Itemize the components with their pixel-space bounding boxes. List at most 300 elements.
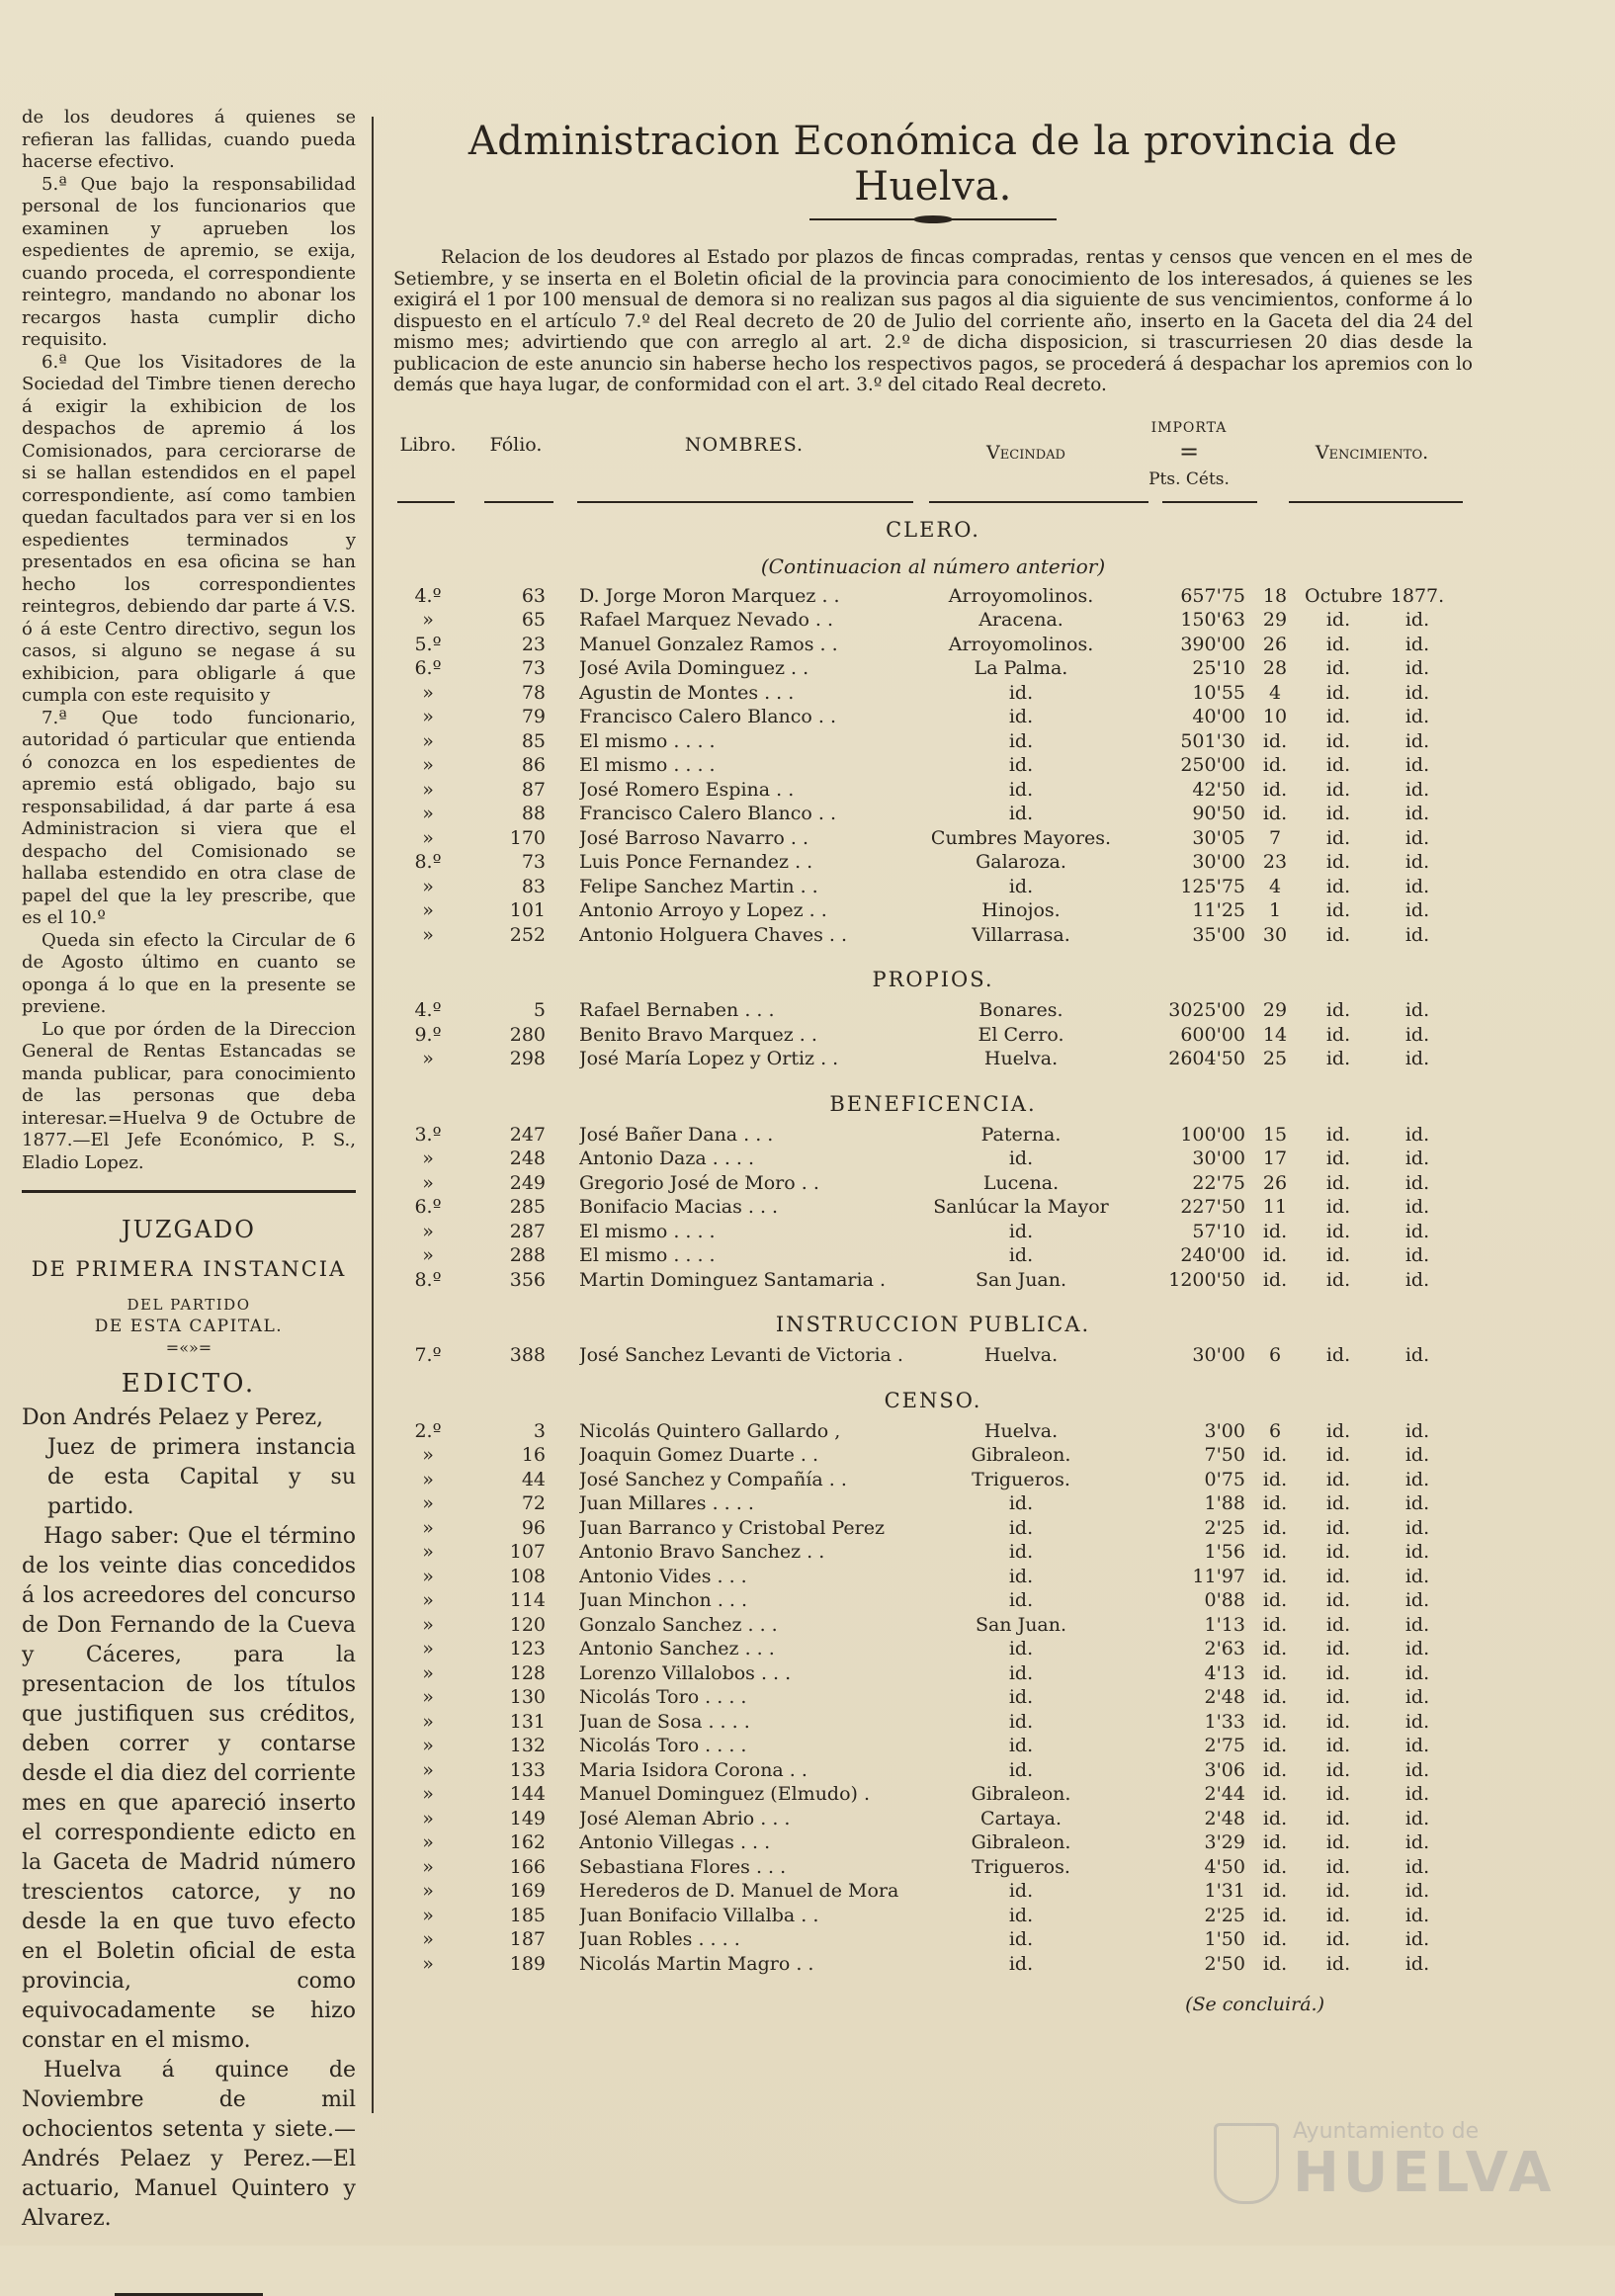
row-nombre: Luis Ponce Fernandez . .	[579, 851, 813, 873]
row-dia: id.	[1262, 1831, 1288, 1853]
row-vecindad: id.	[1008, 706, 1034, 727]
row-nombre: Gregorio José de Moro . .	[579, 1171, 819, 1194]
row-mes: id.	[1325, 1023, 1351, 1046]
row-folio: 249	[509, 1171, 546, 1194]
row-anio: id.	[1404, 1710, 1430, 1733]
row-vecindad: Sanlúcar la Mayor	[933, 1196, 1109, 1218]
row-libro: »	[422, 681, 434, 704]
row-dia: id.	[1262, 778, 1288, 801]
row-dia: 29	[1262, 999, 1288, 1021]
row-anio: id.	[1404, 633, 1430, 655]
row-folio: 44	[521, 1468, 546, 1490]
row-vecindad: id.	[1008, 803, 1034, 824]
row-libro: »	[422, 1048, 434, 1069]
table-row	[393, 1758, 1473, 1783]
row-folio: 248	[509, 1148, 546, 1169]
row-anio: id.	[1404, 1758, 1430, 1781]
row-libro: »	[422, 1735, 434, 1756]
row-nombre: Nicolás Toro . . . .	[579, 1735, 747, 1756]
row-importe: 11'97	[1192, 1565, 1245, 1587]
row-dia: id.	[1262, 729, 1288, 752]
row-anio: id.	[1404, 1589, 1430, 1611]
row-vecindad: id.	[1008, 778, 1034, 801]
row-mes: id.	[1325, 1171, 1351, 1194]
row-importe: 42'50	[1192, 778, 1245, 801]
left-paragraph: de los deudores á quienes se refieran las fallidas, cuando pueda hacerse efectivo.	[22, 107, 356, 172]
row-vecindad: Arroyomolinos.	[948, 584, 1094, 607]
row-anio: id.	[1404, 706, 1430, 727]
row-folio: 72	[521, 1492, 546, 1514]
table-row	[393, 1904, 1473, 1928]
row-folio: 133	[509, 1758, 546, 1781]
left-paragraph: 6.ª Que los Visitadores de la Sociedad del Timbre tienen derecho á exigir la exhibicion de los despachos de apremio á los Comisionados, para cerciorarse de si se hallan estendidos en el papel correspondiente, así como tambien quedan facultados para ver si en los espedientes terminados y presentados en esa oficina se han hecho los correspondientes reintegros, debiendo dar parte á V.S. ó á este Centro directivo, segun los casos, si alguno se negase á su exhibicion, para obligarle á que cumpla con este requisito y	[22, 351, 356, 706]
juzgado-partido: DEL PARTIDO	[127, 1296, 251, 1314]
row-vecindad: id.	[1008, 1952, 1034, 1975]
table-row	[393, 1710, 1473, 1735]
row-vecindad: id.	[1008, 1516, 1034, 1539]
row-libro: »	[422, 1171, 434, 1194]
row-mes: id.	[1325, 1123, 1351, 1146]
row-folio: 144	[509, 1783, 546, 1805]
table-row	[393, 1565, 1473, 1589]
table-row	[393, 1147, 1473, 1171]
row-folio: 187	[509, 1928, 546, 1950]
row-nombre: Francisco Calero Blanco . .	[579, 803, 837, 824]
row-mes: id.	[1325, 1444, 1351, 1466]
row-importe: 30'00	[1192, 1344, 1245, 1366]
row-folio: 101	[509, 899, 546, 921]
row-anio: id.	[1404, 1541, 1430, 1563]
row-anio: id.	[1404, 1419, 1430, 1442]
row-vecindad: Cartaya.	[979, 1807, 1062, 1829]
row-anio: id.	[1404, 1516, 1430, 1539]
row-mes: id.	[1325, 826, 1351, 849]
row-libro: »	[422, 729, 434, 752]
row-importe: 2'25	[1204, 1904, 1245, 1926]
row-dia: id.	[1262, 1710, 1288, 1733]
debtor-table	[393, 511, 1473, 1991]
row-dia: id.	[1262, 1904, 1288, 1926]
row-importe: 2'63	[1204, 1638, 1245, 1659]
row-anio: id.	[1404, 851, 1430, 873]
row-nombre: Antonio Daza . . . .	[579, 1148, 755, 1169]
row-mes: id.	[1325, 1541, 1351, 1563]
row-nombre: Antonio Villegas . . .	[579, 1831, 771, 1853]
row-folio: 166	[509, 1855, 546, 1878]
row-mes: id.	[1325, 1344, 1351, 1366]
row-folio: 298	[509, 1048, 546, 1069]
row-vecindad: id.	[1008, 754, 1034, 776]
row-mes: id.	[1325, 875, 1351, 897]
row-importe: 1'31	[1204, 1880, 1245, 1902]
row-libro: »	[422, 1541, 434, 1563]
row-libro: 4.º	[414, 999, 442, 1021]
row-vecindad: Huelva.	[983, 1048, 1059, 1069]
row-folio: 128	[509, 1661, 546, 1684]
row-importe: 150'63	[1180, 609, 1245, 631]
row-importe: 2'48	[1204, 1686, 1245, 1708]
row-mes: id.	[1325, 681, 1351, 704]
row-anio: id.	[1404, 754, 1430, 776]
row-folio: 5	[533, 999, 546, 1021]
row-vecindad: Villarrasa.	[972, 923, 1070, 946]
section-title: INSTRUCCION PUBLICA.	[775, 1313, 1091, 1336]
row-dia: id.	[1262, 754, 1288, 776]
row-importe: 22'75	[1192, 1171, 1245, 1194]
row-anio: id.	[1404, 1148, 1430, 1169]
header-folio: Fólio.	[489, 433, 543, 456]
row-libro: »	[422, 1758, 434, 1781]
row-vecindad: id.	[1008, 1710, 1034, 1733]
row-folio: 123	[509, 1638, 546, 1659]
juzgado-ornament: =«»=	[165, 1338, 212, 1357]
row-vecindad: id.	[1008, 1904, 1034, 1926]
row-mes: id.	[1325, 1735, 1351, 1756]
row-vecindad: id.	[1008, 1880, 1034, 1902]
row-anio: id.	[1404, 1904, 1430, 1926]
row-vecindad: id.	[1008, 681, 1034, 704]
row-dia: 17	[1262, 1148, 1288, 1169]
row-mes: id.	[1325, 1468, 1351, 1490]
row-anio: id.	[1404, 1444, 1430, 1466]
row-dia: id.	[1262, 1952, 1288, 1975]
row-importe: 2'48	[1204, 1807, 1245, 1829]
row-nombre: Juan Millares . . . .	[579, 1492, 754, 1514]
row-folio: 185	[509, 1904, 546, 1926]
row-mes: id.	[1325, 657, 1351, 679]
row-dia: id.	[1262, 1468, 1288, 1490]
header-rule	[577, 501, 913, 503]
row-importe: 10'55	[1192, 681, 1245, 704]
table-row	[393, 1171, 1473, 1196]
row-anio: id.	[1404, 1928, 1430, 1950]
section-gap	[393, 1368, 1473, 1382]
row-folio: 83	[521, 875, 546, 897]
row-nombre: Agustin de Montes . . .	[579, 681, 795, 704]
row-anio: id.	[1404, 1244, 1430, 1266]
row-mes: id.	[1325, 706, 1351, 727]
row-anio: id.	[1404, 1952, 1430, 1975]
header-rule	[929, 501, 1148, 503]
row-anio: id.	[1404, 1613, 1430, 1636]
table-row	[393, 802, 1473, 826]
page-title: Administracion Económica de la provincia de Huelva.	[468, 119, 1399, 210]
header-rule	[484, 501, 553, 503]
row-vecindad: Paterna.	[980, 1123, 1062, 1146]
watermark-line2: HUELVA	[1293, 2141, 1556, 2205]
row-mes: id.	[1325, 923, 1351, 946]
row-libro: »	[422, 1516, 434, 1539]
row-importe: 11'25	[1192, 899, 1245, 921]
row-vecindad: Hinojos.	[981, 899, 1061, 921]
row-dia: id.	[1262, 1220, 1288, 1242]
row-libro: »	[422, 706, 434, 727]
left-paragraph: Queda sin efecto la Circular de 6 de Agosto último en cuanto se oponga á lo que en la presente se previene.	[22, 929, 356, 1017]
row-nombre: Maria Isidora Corona . .	[579, 1758, 808, 1781]
row-anio: id.	[1404, 1855, 1430, 1878]
header-rule	[1289, 501, 1463, 503]
row-importe: 25'10	[1192, 657, 1245, 679]
row-nombre: José Barroso Navarro . .	[579, 826, 808, 849]
watermark-line1: Ayuntamiento de	[1293, 2119, 1480, 2144]
row-libro: »	[422, 1904, 434, 1926]
header-rule	[397, 501, 455, 503]
row-anio: id.	[1404, 899, 1430, 921]
row-mes: id.	[1325, 729, 1351, 752]
row-importe: 4'50	[1204, 1855, 1245, 1878]
row-anio: id.	[1404, 681, 1430, 704]
row-mes: Octubre	[1305, 584, 1383, 607]
row-nombre: Sebastiana Flores . . .	[579, 1855, 787, 1878]
section-title: PROPIOS.	[872, 968, 994, 991]
section-gap	[393, 947, 1473, 961]
row-importe: 90'50	[1192, 803, 1245, 824]
row-vecindad: San Juan.	[975, 1613, 1067, 1636]
left-paragraph: 7.ª Que todo funcionario, autoridad ó particular que entienda ó conozca en los espedientes de apremio está obligado, bajo su responsabilidad, á dar parte á esa Administracion si viera que el despacho del Comisionado se hallaba estendido en otra clase de papel del que la ley prescribe, que es el 10.º	[22, 707, 356, 928]
row-vecindad: Galaroza.	[976, 851, 1066, 873]
row-folio: 189	[509, 1952, 546, 1975]
column-divider	[372, 117, 374, 2113]
header-vencimiento: Vencimiento.	[1315, 441, 1429, 464]
row-dia: 6	[1268, 1419, 1282, 1442]
header-nombres: NOMBRES.	[684, 433, 805, 456]
table-row	[393, 633, 1473, 657]
row-nombre: Lorenzo Villalobos . . .	[579, 1661, 792, 1684]
row-anio: id.	[1404, 1686, 1430, 1708]
row-nombre: Nicolás Martin Magro . .	[579, 1952, 814, 1975]
row-dia: 6	[1268, 1344, 1282, 1366]
row-importe: 501'30	[1180, 729, 1245, 752]
row-vecindad: id.	[1008, 1220, 1034, 1242]
continuation-note: (Se concluirá.)	[1185, 1994, 1324, 2015]
row-dia: 10	[1262, 706, 1288, 727]
row-libro: 4.º	[414, 584, 442, 607]
table-row	[393, 1855, 1473, 1880]
table-row	[393, 705, 1473, 729]
table-row	[393, 998, 1473, 1023]
row-folio: 108	[509, 1565, 546, 1587]
row-libro: »	[422, 1686, 434, 1708]
edicto-title: EDICTO.	[121, 1369, 257, 1399]
row-dia: id.	[1262, 1783, 1288, 1805]
row-mes: id.	[1325, 1855, 1351, 1878]
row-anio: id.	[1404, 1807, 1430, 1829]
row-dia: 29	[1262, 609, 1288, 631]
row-nombre: Francisco Calero Blanco . .	[579, 706, 837, 727]
row-anio: id.	[1404, 729, 1430, 752]
row-libro: »	[422, 1661, 434, 1684]
row-dia: 26	[1262, 1171, 1288, 1194]
table-row	[393, 850, 1473, 875]
row-folio: 85	[521, 729, 546, 752]
row-libro: »	[422, 1831, 434, 1853]
row-libro: »	[422, 1613, 434, 1636]
row-nombre: Juan Barranco y Cristobal Perez	[579, 1516, 886, 1539]
row-importe: 1200'50	[1168, 1268, 1245, 1291]
row-libro: »	[422, 1244, 434, 1266]
row-dia: id.	[1262, 1880, 1288, 1902]
row-importe: 2'50	[1204, 1952, 1245, 1975]
table-row	[393, 1468, 1473, 1492]
row-vecindad: id.	[1008, 1589, 1034, 1611]
row-folio: 287	[509, 1220, 546, 1242]
row-libro: »	[422, 1880, 434, 1902]
row-dia: id.	[1262, 1735, 1288, 1756]
row-anio: id.	[1404, 1171, 1430, 1194]
row-mes: id.	[1325, 1244, 1351, 1266]
end-rule	[115, 2293, 263, 2296]
row-vecindad: id.	[1008, 1661, 1034, 1684]
row-folio: 252	[509, 923, 546, 946]
row-folio: 88	[521, 803, 546, 824]
table-row	[393, 1419, 1473, 1444]
row-mes: id.	[1325, 1807, 1351, 1829]
row-dia: 1	[1268, 899, 1282, 921]
table-row	[393, 898, 1473, 923]
table-row	[393, 1588, 1473, 1613]
row-dia: id.	[1262, 1661, 1288, 1684]
section-title: BENEFICENCIA.	[829, 1091, 1037, 1116]
row-folio: 78	[521, 681, 546, 704]
row-folio: 169	[509, 1880, 546, 1902]
row-nombre: El mismo . . . .	[579, 754, 716, 776]
row-vecindad: Gibraleon.	[971, 1444, 1071, 1466]
edicto-body: Hago saber: Que el término de los veinte dias concedidos á los acreedores del concurso de Don Fernando de la Cueva y Cáceres, para la presentacion de los títulos que justifiquen sus créditos, deben correr y contarse desde el dia diez del corriente mes en que apareció inserto el correspondiente edicto en la Gaceta de Madrid número trescientos catorce, y no desde la en que tuvo efecto en el Boletin oficial de esta provincia, como equivocadamente se hizo constar en el mismo.	[22, 1523, 356, 2053]
row-importe: 250'00	[1180, 754, 1245, 776]
row-dia: id.	[1262, 803, 1288, 824]
row-nombre: José Avila Dominguez . .	[579, 657, 809, 679]
row-anio: id.	[1404, 1565, 1430, 1587]
header-equals: =	[1178, 437, 1200, 466]
table-row	[393, 1613, 1473, 1638]
row-vecindad: id.	[1008, 729, 1034, 752]
row-mes: id.	[1325, 1589, 1351, 1611]
section-title: CLERO.	[886, 517, 980, 542]
juzgado-capital: DE ESTA CAPITAL.	[94, 1317, 284, 1336]
row-vecindad: Trigueros.	[972, 1468, 1070, 1490]
row-mes: id.	[1325, 1048, 1351, 1069]
watermark-logo	[1208, 2115, 1603, 2234]
row-folio: 3	[533, 1419, 546, 1442]
row-anio: id.	[1404, 1468, 1430, 1490]
row-anio: id.	[1404, 826, 1430, 849]
row-folio: 73	[521, 851, 546, 873]
table-row	[393, 656, 1473, 681]
row-mes: id.	[1325, 1783, 1351, 1805]
table-header	[393, 420, 1473, 511]
row-importe: 0'75	[1204, 1468, 1245, 1490]
row-importe: 657'75	[1180, 584, 1245, 607]
row-importe: 100'00	[1180, 1123, 1245, 1146]
row-mes: id.	[1325, 1758, 1351, 1781]
row-nombre: José Bañer Dana . . .	[579, 1123, 774, 1146]
row-mes: id.	[1325, 1831, 1351, 1853]
row-dia: id.	[1262, 1638, 1288, 1659]
row-libro: 8.º	[414, 851, 442, 873]
row-importe: 3'06	[1204, 1758, 1245, 1781]
row-vecindad: id.	[1008, 1638, 1034, 1659]
row-importe: 1'13	[1204, 1613, 1245, 1636]
row-dia: id.	[1262, 1444, 1288, 1466]
row-importe: 3'00	[1204, 1419, 1245, 1442]
row-dia: 15	[1262, 1123, 1288, 1146]
row-libro: »	[422, 778, 434, 801]
row-nombre: Juan de Sosa . . . .	[579, 1710, 750, 1733]
row-dia: id.	[1262, 1516, 1288, 1539]
row-nombre: Herederos de D. Manuel de Mora	[579, 1880, 899, 1902]
row-vecindad: Bonares.	[978, 999, 1063, 1021]
row-dia: 14	[1262, 1023, 1288, 1046]
row-nombre: D. Jorge Moron Marquez . .	[579, 584, 840, 607]
row-libro: 3.º	[414, 1123, 442, 1146]
row-libro: 6.º	[414, 1196, 442, 1218]
table-row	[393, 608, 1473, 633]
row-nombre: José Romero Espina . .	[579, 778, 795, 801]
row-folio: 114	[509, 1589, 546, 1611]
row-nombre: José María Lopez y Ortiz . .	[579, 1048, 839, 1069]
row-importe: 30'00	[1192, 1148, 1245, 1169]
row-folio: 285	[509, 1196, 546, 1218]
row-anio: id.	[1404, 999, 1430, 1021]
row-libro: »	[422, 1589, 434, 1611]
row-nombre: Juan Bonifacio Villalba . .	[579, 1904, 819, 1926]
table-row	[393, 1879, 1473, 1904]
row-dia: id.	[1262, 1589, 1288, 1611]
row-importe: 30'05	[1192, 826, 1245, 849]
row-anio: id.	[1404, 803, 1430, 824]
row-vecindad: Huelva.	[983, 1344, 1059, 1366]
row-folio: 247	[509, 1123, 546, 1146]
row-nombre: Juan Minchon . . .	[579, 1589, 748, 1611]
row-importe: 227'50	[1180, 1196, 1245, 1218]
row-nombre: El mismo . . . .	[579, 729, 716, 752]
header-rule	[1162, 501, 1257, 503]
row-libro: 6.º	[414, 657, 442, 679]
row-folio: 120	[509, 1613, 546, 1636]
row-mes: id.	[1325, 1565, 1351, 1587]
row-mes: id.	[1325, 1710, 1351, 1733]
row-anio: id.	[1404, 1492, 1430, 1514]
row-nombre: Antonio Sanchez . . .	[579, 1638, 775, 1659]
row-libro: »	[422, 1710, 434, 1733]
table-row	[393, 584, 1473, 609]
row-anio: id.	[1404, 657, 1430, 679]
row-libro: 7.º	[414, 1344, 442, 1366]
row-folio: 65	[521, 609, 546, 631]
row-mes: id.	[1325, 851, 1351, 873]
row-mes: id.	[1325, 1661, 1351, 1684]
row-anio: id.	[1404, 1735, 1430, 1756]
table-row	[393, 1047, 1473, 1071]
row-libro: »	[422, 1492, 434, 1514]
row-nombre: José Sanchez Levanti de Victoria .	[579, 1344, 903, 1366]
row-anio: id.	[1404, 1048, 1430, 1069]
table-row	[393, 1443, 1473, 1468]
row-mes: id.	[1325, 1148, 1351, 1169]
table-row	[393, 1491, 1473, 1516]
row-folio: 130	[509, 1686, 546, 1708]
row-importe: 7'50	[1204, 1444, 1245, 1466]
row-folio: 86	[521, 754, 546, 776]
row-mes: id.	[1325, 1268, 1351, 1291]
row-dia: id.	[1262, 1758, 1288, 1781]
table-row	[393, 681, 1473, 706]
row-anio: id.	[1404, 1638, 1430, 1659]
row-importe: 3'29	[1204, 1831, 1245, 1853]
row-mes: id.	[1325, 1904, 1351, 1926]
row-nombre: Rafael Bernaben . . .	[579, 999, 775, 1021]
table-row	[393, 1220, 1473, 1244]
